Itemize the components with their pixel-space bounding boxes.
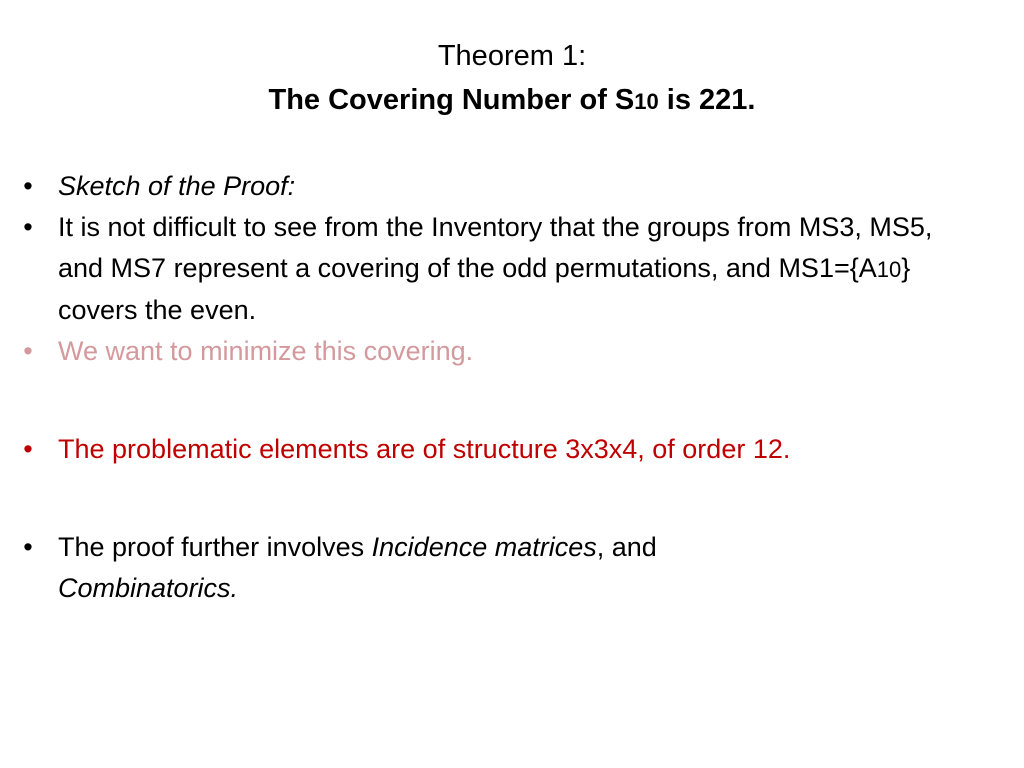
bullet-list [18, 166, 978, 609]
proof-text-incidence: Incidence matrices [371, 532, 597, 562]
bullet-text-problematic: The problematic elements are of structure 3x3x4, of order 12. [58, 434, 791, 464]
title-line-2-prefix: The Covering Number of S [268, 84, 635, 116]
bullet-item-problematic [18, 429, 978, 470]
inventory-text-part-2: } covers the even. [58, 253, 911, 325]
bullet-item-proof-involves [18, 527, 978, 609]
bullet-item-minimize [18, 331, 978, 372]
proof-text-combinatorics: Combinatorics. [58, 573, 239, 603]
bullet-text-minimize: We want to minimize this covering. [58, 336, 474, 366]
bullet-item-inventory [18, 207, 978, 331]
bullet-dot-icon: • [23, 336, 33, 366]
bullet-dot-icon: • [23, 212, 33, 242]
slide-title [0, 34, 1024, 124]
title-line-2 [0, 78, 1024, 124]
bullet-item-sketch [18, 166, 978, 207]
title-line-1: Theorem 1: [437, 40, 587, 72]
inventory-subscript: 10 [876, 257, 902, 282]
bullet-dot-icon: • [23, 434, 33, 464]
title-line-2-suffix: is 221. [658, 84, 756, 116]
proof-text-part-1: The proof further involves [58, 532, 372, 562]
bullet-text-sketch: Sketch of the Proof: [58, 171, 296, 201]
bullet-text-inventory [58, 212, 932, 325]
bullet-dot-icon: • [23, 532, 33, 562]
bullet-text-proof-involves [58, 532, 657, 603]
title-line-2-subscript: 10 [634, 89, 659, 114]
proof-text-part-2: , and [596, 532, 657, 562]
inventory-text-part-1: It is not difficult to see from the Inventory that the groups from MS3, MS5, and MS7 represent a covering of the odd permutations, and MS1={A [58, 212, 933, 283]
bullet-dot-icon: • [23, 171, 33, 201]
